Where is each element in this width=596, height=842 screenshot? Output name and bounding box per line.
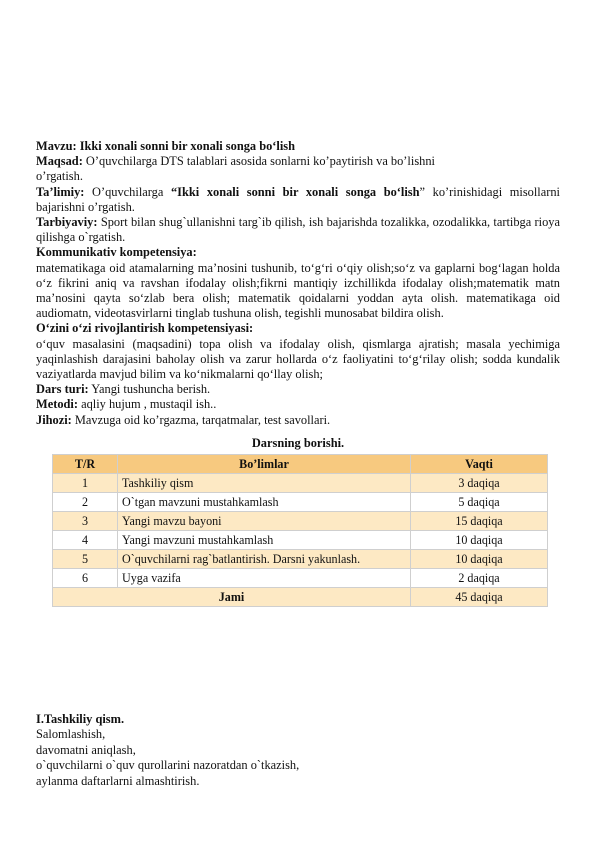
self-development-text: o‘quv masalasini (maqsadini) topa olish va ifodalay olish, qismlarga ajratish; masala yechimiga yaqinlashish darajasini baholay olish va zarur hollarda o‘z faoliyatini to‘g‘rilay olish; sodda kundalik vaziyatlarda mavjud bilim va ko‘nikmalarni qo‘llay olish; <box>36 336 560 382</box>
list-item: o`quvchilarni o`quv qurollarini nazoratdan o`tkazish, <box>36 758 300 773</box>
method-text: aqliy hujum , mustaqil ish.. <box>77 397 217 412</box>
self-development-heading: O‘zini o‘zi rivojlantirish kompetensiyasi: <box>36 321 254 336</box>
method-label: Metodi: <box>36 397 78 412</box>
row-number: 5 <box>53 550 118 569</box>
table-row <box>53 550 548 569</box>
goal-text: O’quvchilarga DTS talablari asosida sonlarni ko’paytirish va bo’lishni <box>82 154 435 169</box>
row-time: 10 daqiqa <box>411 531 548 550</box>
educational-line <box>36 185 560 215</box>
table-row <box>53 569 548 588</box>
list-item: davomatni aniqlash, <box>36 742 136 757</box>
educational-label: Ta’limiy: <box>36 184 85 199</box>
row-number: 4 <box>53 531 118 550</box>
table-row <box>53 512 548 531</box>
row-number: 3 <box>53 512 118 531</box>
equipment-text: Mavzuga oid ko’rgazma, tarqatmalar, test savollari. <box>71 412 331 427</box>
topic-line: Mavzu: Ikki xonali sonni bir xonali songa bo‘lish <box>36 139 296 153</box>
table-row <box>53 474 548 493</box>
table-row <box>53 493 548 512</box>
lesson-plan <box>36 139 560 607</box>
header-number: T/R <box>53 455 118 474</box>
section-heading: I.Tashkiliy qism. <box>36 712 125 726</box>
row-part: Yangi mavzuni mustahkamlash <box>118 531 411 550</box>
lesson-type-text: Yangi tushuncha berish. <box>88 382 211 397</box>
lesson-type-line <box>36 382 560 397</box>
upbringing-text: Sport bilan shug`ullanishni targ`ib qilish, ish bajarishda tozalikka, ozodalikka, tartibga rioya qilishga o`rgatish. <box>36 215 560 245</box>
goal-line <box>36 154 560 169</box>
row-part: Yangi mavzu bayoni <box>118 512 411 531</box>
lesson-plan-table <box>52 454 548 607</box>
total-time: 45 daqiqa <box>411 588 548 607</box>
total-label: Jami <box>53 588 411 607</box>
method-line <box>36 397 560 412</box>
equipment-label: Jihozi: <box>36 412 72 427</box>
row-part: Uyga vazifa <box>118 569 411 588</box>
table-total-row <box>53 588 548 607</box>
upbringing-line <box>36 215 560 245</box>
header-parts: Bo’limlar <box>118 455 411 474</box>
upbringing-label: Tarbiyaviy: <box>36 215 98 230</box>
row-number: 6 <box>53 569 118 588</box>
communicative-heading: Kommunikativ kompetensiya: <box>36 245 197 260</box>
educational-text-1: O’quvchilarga <box>84 184 171 199</box>
row-time: 2 daqiqa <box>411 569 548 588</box>
educational-text-2: ” ko’rinishidagi misollarni bajarishni o’rgatish. <box>36 184 560 214</box>
goal-line-cont: o’rgatish. <box>36 169 83 184</box>
row-time: 5 daqiqa <box>411 493 548 512</box>
table-title: Darsning borishi. <box>251 435 345 450</box>
list-item: Salomlashish, <box>36 727 106 742</box>
goal-label: Maqsad: <box>36 154 83 169</box>
row-number: 1 <box>53 474 118 493</box>
row-part: O`tgan mavzuni mustahkamlash <box>118 493 411 512</box>
header-time: Vaqti <box>411 455 548 474</box>
equipment-line <box>36 413 560 428</box>
communicative-text: matematikaga oid atamalarning ma’nosini tushunib, to‘g‘ri o‘qiy olish;so‘z va gaplarni bog‘lagan holda o‘z fikrini aniq va ravshan ifodalay olish;fikrni mantiqiy izchillikda ifodalay olish;matematik matn ma’nosini qayta so‘zlab bera olish; matematik qoidalarni yoddan ayta olish. matematikaga oid audiomatn, videotasvirlarni tinglab tushuna olish, tegishli munosabat bildira olish. <box>36 260 560 321</box>
educational-topic: “Ikki xonali sonni bir xonali songa bo‘lish <box>170 184 420 199</box>
organizational-section <box>36 712 560 789</box>
table-row <box>53 531 548 550</box>
row-time: 3 daqiqa <box>411 474 548 493</box>
row-time: 10 daqiqa <box>411 550 548 569</box>
row-number: 2 <box>53 493 118 512</box>
lesson-type-label: Dars turi: <box>36 382 89 397</box>
list-item: aylanma daftarlarni almashtirish. <box>36 773 200 788</box>
table-header-row <box>53 455 548 474</box>
row-part: Tashkiliy qism <box>118 474 411 493</box>
row-part: O`quvchilarni rag`batlantirish. Darsni yakunlash. <box>118 550 411 569</box>
row-time: 15 daqiqa <box>411 512 548 531</box>
